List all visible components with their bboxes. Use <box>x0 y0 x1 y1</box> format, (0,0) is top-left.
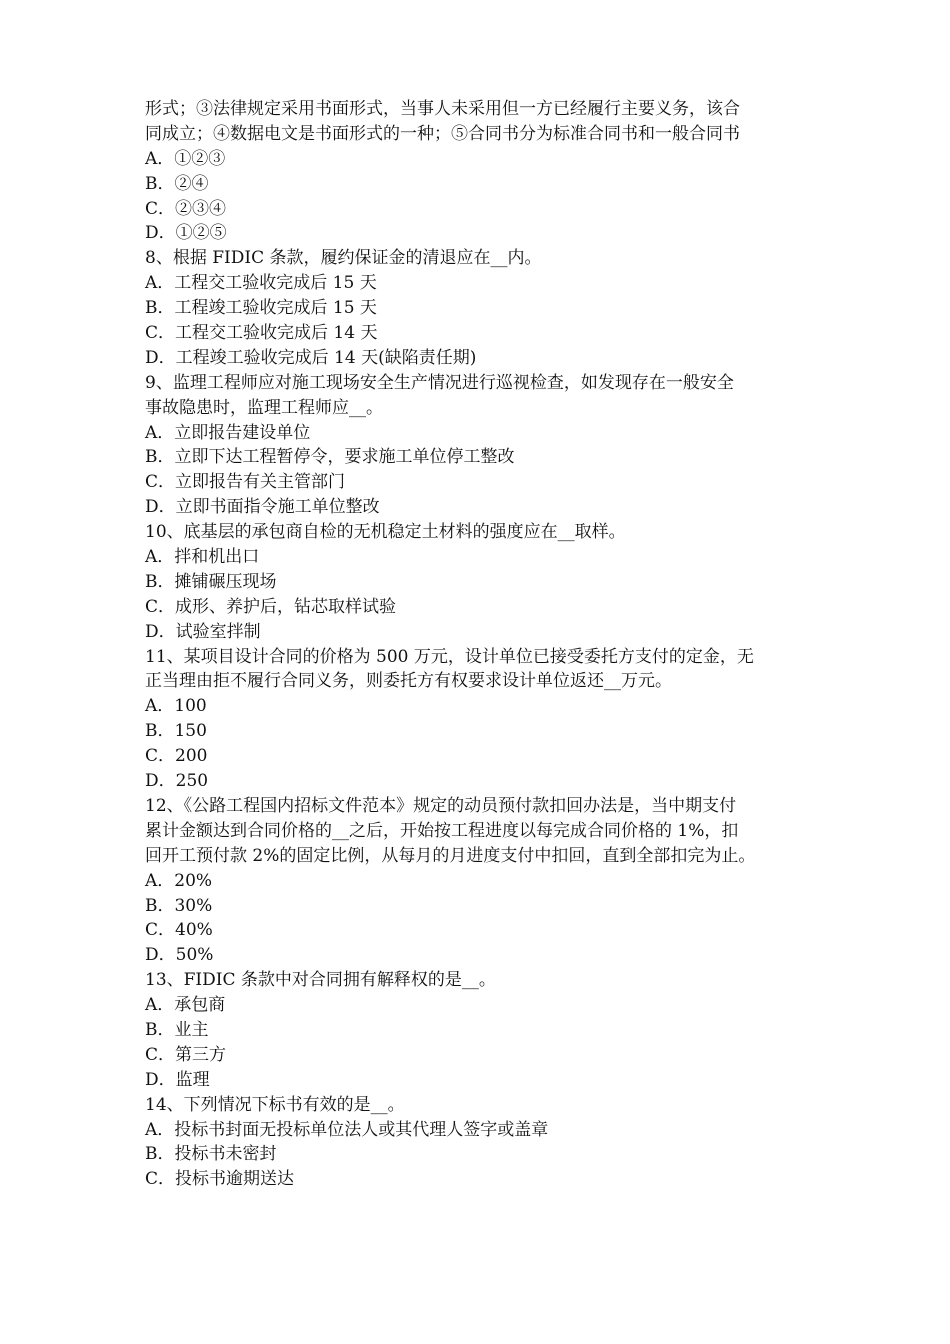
question-stem: 12、《公路工程国内招标文件范本》规定的动员预付款扣回办法是，当中期支付 <box>145 795 737 816</box>
option-d: D．试验室拌制 <box>145 621 261 642</box>
question-13 <box>145 968 815 1092</box>
option-d: D．监理 <box>145 1069 210 1090</box>
question-stem: 14、下列情况下标书有效的是__。 <box>145 1094 405 1115</box>
option-b: B．投标书未密封 <box>145 1144 277 1165</box>
option-c: C．工程交工验收完成后 14 天 <box>145 323 378 344</box>
intro-line: 形式；③法律规定采用书面形式，当事人未采用但一方已经履行主要义务，该合 <box>145 99 740 119</box>
question-stem: 回开工预付款 2%的固定比例，从每月的月进度支付中扣回，直到全部扣完为止。 <box>145 845 756 866</box>
option-d: D．250 <box>145 771 209 792</box>
option-a: A．20% <box>145 870 213 891</box>
option-b: B．②④ <box>145 173 209 194</box>
question-stem: 11、某项目设计合同的价格为 500 万元，设计单位已接受委托方支付的定金，无 <box>145 646 754 667</box>
option-a: A．承包商 <box>145 995 226 1016</box>
option-d: D．工程竣工验收完成后 14 天(缺陷责任期) <box>145 347 477 368</box>
question-11 <box>145 645 815 794</box>
option-c: C．立即报告有关主管部门 <box>145 472 346 493</box>
option-a: A．立即报告建设单位 <box>145 422 311 443</box>
question-14 <box>145 1093 815 1193</box>
question-10 <box>145 520 815 644</box>
option-a: A．投标书封面无投标单位法人或其代理人签字或盖章 <box>145 1119 549 1140</box>
option-b: B．150 <box>145 721 207 742</box>
option-a: A．①②③ <box>145 148 226 169</box>
option-b: B．工程竣工验收完成后 15 天 <box>145 298 377 319</box>
option-a: A．工程交工验收完成后 15 天 <box>145 273 377 294</box>
intro-line: 同成立；④数据电文是书面形式的一种；⑤合同书分为标准合同书和一般合同书 <box>145 123 740 144</box>
option-a: A．拌和机出口 <box>145 547 260 568</box>
option-b: B．业主 <box>145 1019 209 1040</box>
question-stem: 13、FIDIC 条款中对合同拥有解释权的是__。 <box>145 970 496 991</box>
option-c: C．投标书逾期送达 <box>145 1169 295 1190</box>
option-d: D．①②⑤ <box>145 223 227 244</box>
option-d: D．立即书面指令施工单位整改 <box>145 497 380 518</box>
question-stem: 9、监理工程师应对施工现场安全生产情况进行巡视检查，如发现存在一般安全 <box>145 372 734 393</box>
question-stem: 10、底基层的承包商自检的无机稳定土材料的强度应在__取样。 <box>145 522 626 543</box>
option-c: C．成形、养护后，钻芯取样试验 <box>145 596 397 617</box>
option-a: A．100 <box>145 696 207 717</box>
question-stem: 累计金额达到合同价格的__之后，开始按工程进度以每完成合同价格的 1%，扣 <box>145 820 739 841</box>
option-c: C．②③④ <box>145 198 227 219</box>
question-stem: 事故隐患时，监理工程师应__。 <box>145 397 383 418</box>
question-9 <box>145 371 815 520</box>
intro-section <box>145 97 815 246</box>
question-stem: 正当理由拒不履行合同义务，则委托方有权要求设计单位返还__万元。 <box>145 671 672 692</box>
option-c: C．40% <box>145 920 213 941</box>
option-c: C．第三方 <box>145 1044 227 1065</box>
option-c: C．200 <box>145 746 208 767</box>
option-b: B．30% <box>145 895 213 916</box>
option-d: D．50% <box>145 945 214 966</box>
document-body <box>145 97 815 1192</box>
option-b: B．摊铺碾压现场 <box>145 571 277 592</box>
question-12 <box>145 794 815 968</box>
question-stem: 8、根据 FIDIC 条款，履约保证金的清退应在__内。 <box>145 248 542 269</box>
option-b: B．立即下达工程暂停令，要求施工单位停工整改 <box>145 447 515 468</box>
question-8 <box>145 246 815 370</box>
